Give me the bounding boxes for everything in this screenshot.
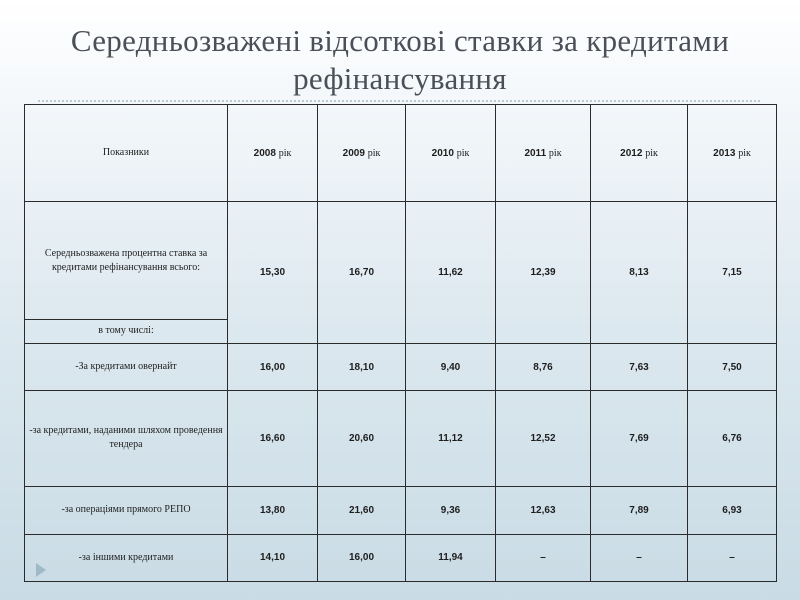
year-suffix: рік [367,147,381,159]
cell-value: 6,93 [688,486,777,534]
header-year-2011 [496,105,591,202]
year-suffix: рік [548,147,562,159]
rates-table [24,104,777,582]
cell-value: 11,62 [406,202,496,344]
cell-value: 7,69 [591,391,688,486]
year-suffix: рік [278,147,292,159]
row-label-including: в тому числі: [25,319,228,343]
row-label-overnight: -За кредитами овернайт [25,343,228,390]
year-value: 2011 [524,147,547,159]
header-year-2012 [591,105,688,202]
year-value: 2013 [713,147,736,159]
cell-value: 9,40 [406,343,496,390]
cell-value: 7,89 [591,486,688,534]
cell-value: 12,39 [496,202,591,344]
row-label-other: -за іншими кредитами [25,534,228,581]
cell-value: 21,60 [318,486,406,534]
cell-value: 7,15 [688,202,777,344]
slide-title [0,22,800,98]
cell-value: – [496,534,591,581]
cell-value: 11,12 [406,391,496,486]
row-label-tender: -за кредитами, наданими шляхом проведення тендера [25,391,228,486]
year-suffix: рік [456,147,470,159]
cell-value: 14,10 [228,534,318,581]
cell-value: 16,00 [228,343,318,390]
table-header-row [25,105,777,202]
table-row [25,534,777,581]
cell-value: – [591,534,688,581]
header-year-2010 [406,105,496,202]
slide-title-line-2: рефінансування [293,61,507,96]
cell-value: 16,70 [318,202,406,344]
year-value: 2012 [620,147,643,159]
cell-value: 9,36 [406,486,496,534]
cell-value: 18,10 [318,343,406,390]
table-row [25,343,777,390]
cell-value: 13,80 [228,486,318,534]
cell-value: 20,60 [318,391,406,486]
cell-value: 11,94 [406,534,496,581]
cell-value: 8,13 [591,202,688,344]
title-divider [38,100,760,102]
table-row [25,486,777,534]
year-suffix: рік [645,147,658,159]
header-year-2013 [688,105,777,202]
cell-value: – [688,534,777,581]
cell-value: 16,00 [318,534,406,581]
cell-value: 12,63 [496,486,591,534]
year-value: 2008 [253,147,276,159]
header-indicators: Показники [25,105,228,202]
row-label-repo: -за операціями прямого РЕПО [25,486,228,534]
cell-value: 15,30 [228,202,318,344]
table-row [25,391,777,486]
cell-value: 7,63 [591,343,688,390]
slide-title-line-1: Середньозважені відсоткові ставки за кредитами [70,23,730,58]
cell-value: 16,60 [228,391,318,486]
year-suffix: рік [738,147,751,159]
table-row [25,202,777,319]
cell-value: 8,76 [496,343,591,390]
cell-value: 6,76 [688,391,777,486]
play-triangle-icon[interactable] [36,563,46,577]
header-year-2008 [228,105,318,202]
row-label-total: Середньозважена процентна ставка за кредитами рефінансування всього: [25,202,228,319]
year-value: 2009 [342,147,365,159]
cell-value: 12,52 [496,391,591,486]
header-year-2009 [318,105,406,202]
year-value: 2010 [431,147,454,159]
cell-value: 7,50 [688,343,777,390]
